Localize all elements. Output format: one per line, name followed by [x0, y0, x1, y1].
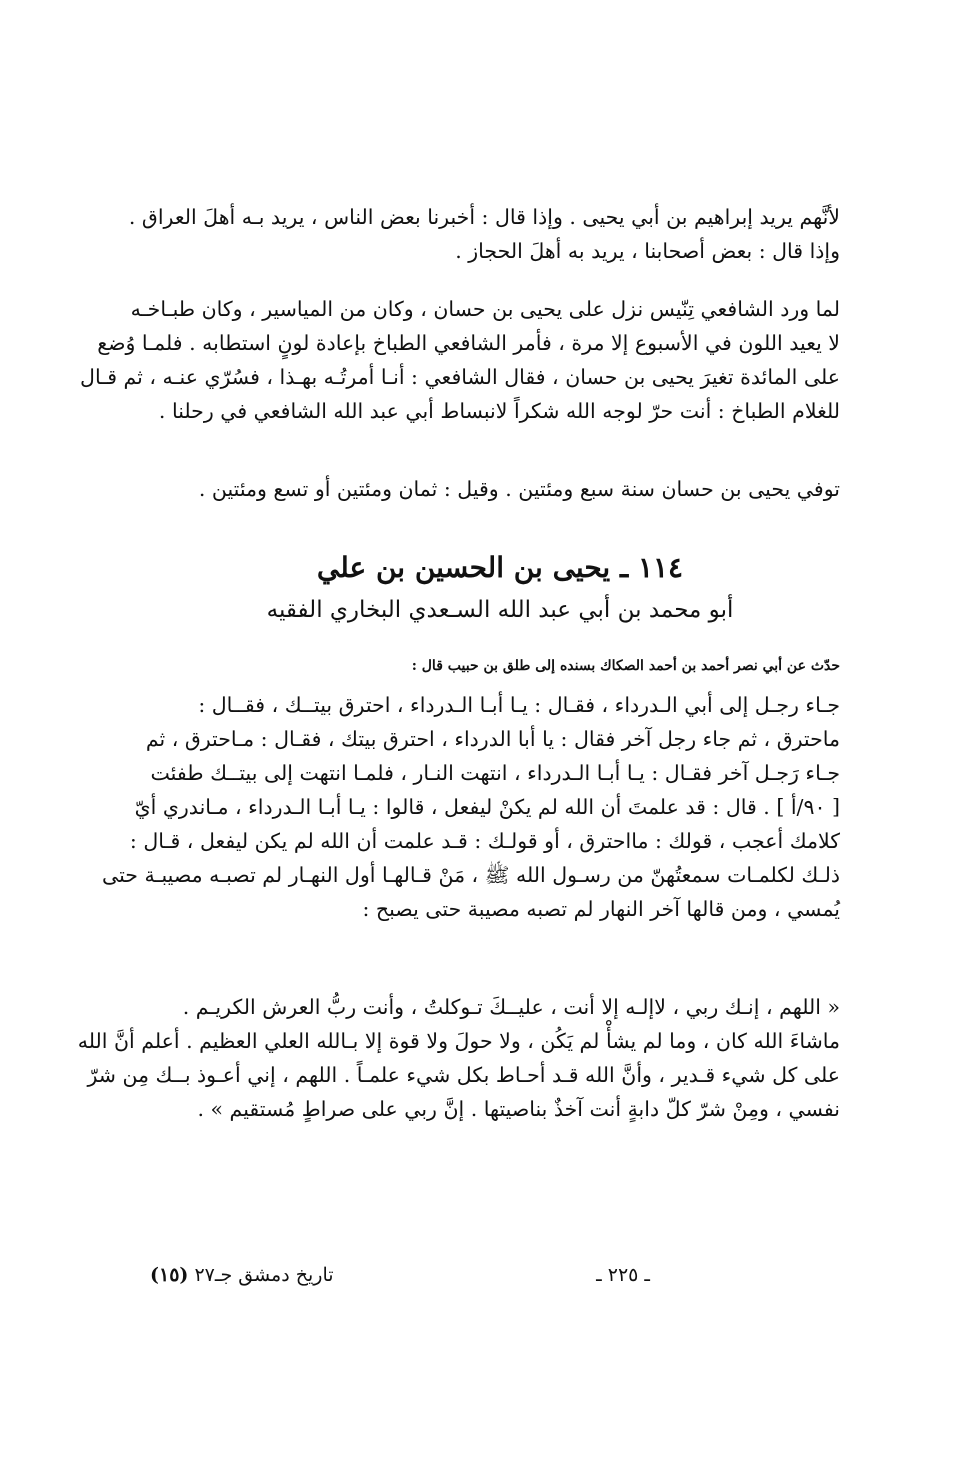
text-line: لما ورد الشافعي تِنّيس نزل على يحيى بن حسان ، وكان من المياسير ، وكان طبـاخـه: [130, 297, 840, 321]
text-line: لا يعيد اللون في الأسبوع إلا مرة ، فأمر الشافعي الطباخ بإعادة لونٍ استطابه . فلمـا وُضع: [97, 331, 840, 355]
book-title: تاريخ دمشق جـ٢٧: [194, 1264, 334, 1286]
isnad: [160, 654, 840, 678]
text-line: كلامك أعجب ، قولك : مااحترق ، أو قولـك : قـد علمت أن الله لم يكن ليفعل ، قـال :: [129, 829, 840, 853]
isnad-line: حدّث عن أبي نصر أحمد بن أحمد الصكاك بسنده إلى طلق بن حبيب قال :: [411, 658, 840, 674]
volume-marker: (١٥): [150, 1264, 189, 1286]
text-line: لأنَّهم يريد إبراهيم بن أبي يحيى . وإذا قال : أخبرنا بعض الناس ، يريد بـه أهلَ العراق .: [128, 205, 840, 229]
book-reference: [150, 1264, 334, 1286]
page-number: ـ ٢٢٥ ـ: [596, 1264, 650, 1286]
text-line: للغلام الطباخ : أنت حرّ لوجه الله شكراً لانبساط أبي عبد الله الشافعي في رحلنا .: [158, 399, 840, 423]
text-line: جـاء رَجـل آخر فقـال : يـا أبـا الـدرداء ، انتهت النـار ، فلمـا انتهت إلى بيتــك طفئت: [150, 761, 840, 785]
entry-title: ١١٤ ـ يحيى بن الحسين بن علي: [316, 551, 684, 584]
text-line: نفسي ، ومِنْ شرّ كلّ دابةٍ أنت آخذٌ بناصيتها . إنَّ ربي على صراطٍ مُستقيم » .: [197, 1097, 840, 1121]
text-line: « اللهم ، إنـك ربي ، لاإلـه إلا أنت ، عليــكَ تـوكلتُ ، وأنت ربُّ العرش الكريـم .: [182, 995, 840, 1019]
paragraph-1: [128, 200, 840, 268]
entry-subtitle: أبو محمد بن أبي عبد الله السـعدي البخاري الفقيه: [266, 597, 734, 623]
paragraph-4: [102, 688, 840, 926]
text-line: ماحترق ، ثم جاء رجل آخر فقال : يا أبا الدرداء ، احترق بيتك ، فقـال : مـاحترق ، ثم: [145, 727, 840, 751]
text-line: [ ٩٠/أ ] . قال : قد علمتَ أن الله لم يكنْ ليفعل ، قالوا : يـا أبـا الـدرداء ، مـاندري أيّ: [134, 795, 840, 819]
text-line: على كل شيء قـدير ، وأنَّ الله قـد أحـاط بكل شيء علمـاً . اللهم ، إني أعـوذ بــك مِن شرّ: [87, 1063, 840, 1087]
paragraph-3: [160, 472, 840, 506]
text-line: جـاء رجـل إلى أبي الـدرداء ، فقـال : يـا أبـا الـدرداء ، احترق بيتــك ، فقــال :: [198, 693, 840, 717]
text-line: على المائدة تغيرَ يحيى بن حسان ، فقال الشافعي : أنـا أمرتُـه بهـذا ، فسُرّي عنـه ، ثم قـال: [80, 365, 840, 389]
text-line: ذلـك لكلمـات سمعتُهنّ من رسـول الله ﷺ ، مَنْ قـالهـا أول النهـار لم تصبـه مصيبـة حتى: [102, 863, 840, 887]
text-line: وإذا قال : بعض أصحابنا ، يريد به أهلَ الحجاز .: [455, 239, 840, 263]
paragraph-2: [80, 292, 840, 428]
text-line: ماشاءَ الله كان ، وما لم يشأْ لم يَكُن ، ولا حولَ ولا قوة إلا بـالله العلي العظيم . أعلم أنَّ الله: [77, 1029, 840, 1053]
text-line: يُمسي ، ومن قالها آخر النهار لم تصبه مصيبة حتى يصبح :: [362, 897, 840, 921]
paragraph-5-prayer: [77, 990, 840, 1126]
text-line: توفي يحيى بن حسان سنة سبع ومئتين . وقيل : ثمان ومئتين أو تسع ومئتين .: [198, 477, 840, 501]
page-footer: [150, 1264, 870, 1298]
entry-heading: [160, 546, 840, 630]
